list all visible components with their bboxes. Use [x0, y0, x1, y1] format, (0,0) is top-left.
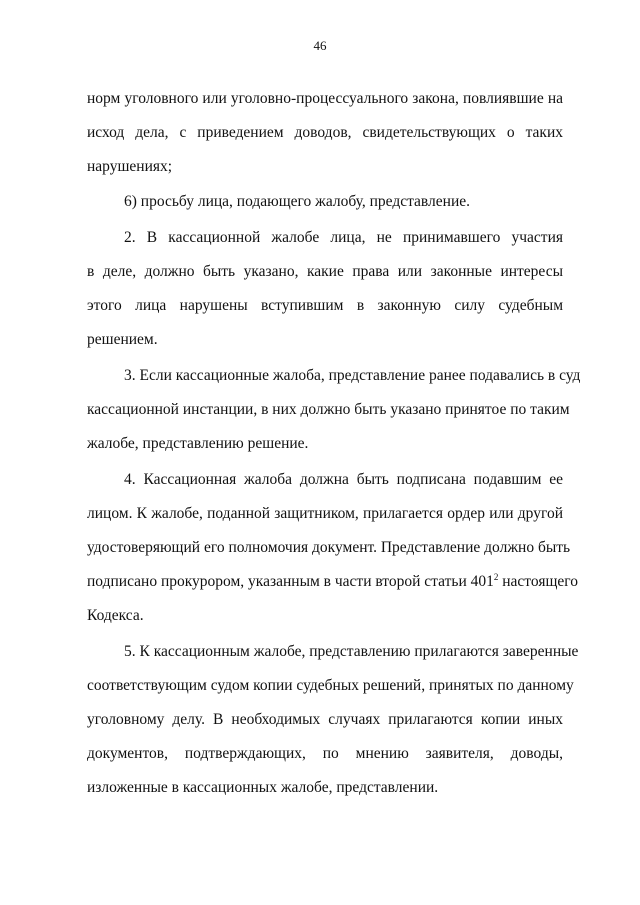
text-line: 5. К кассационным жалобе, представлению прилагаются заверенные [124, 643, 579, 660]
text-line: решением. [87, 331, 158, 348]
text-line [87, 572, 578, 592]
text-line: уголовному делу. В необходимых случаях прилагаются копии иных [87, 711, 563, 728]
text-line: норм уголовного или уголовно-процессуального закона, повлиявшие на [87, 90, 563, 107]
text-line: исход дела, с приведением доводов, свидетельствующих о таких [87, 124, 563, 141]
text-line: 6) просьбу лица, подающего жалобу, представление. [124, 193, 471, 210]
text-run: подписано прокурором, указанным в части второй статьи 401 [87, 573, 494, 590]
text-line: лицом. К жалобе, поданной защитником, прилагается ордер или другой [87, 505, 563, 522]
text-run: настоящего [498, 573, 578, 590]
text-line: Кодекса. [87, 607, 144, 624]
text-line: документов, подтверждающих, по мнению заявителя, доводы, [87, 745, 563, 762]
page-number: 46 [313, 38, 327, 53]
text-line: в деле, должно быть указано, какие права или законные интересы [87, 263, 563, 280]
text-line: 4. Кассационная жалоба должна быть подписана подавшим ее [124, 471, 563, 488]
text-line: изложенные в кассационных жалобе, представлении. [87, 779, 439, 796]
text-line: удостоверяющий его полномочия документ. Представление должно быть [87, 539, 571, 556]
text-line: 2. В кассационной жалобе лица, не принимавшего участия [124, 229, 563, 246]
text-line: соответствующим судом копии судебных решений, принятых по данному [87, 677, 574, 694]
text-line: этого лица нарушены вступившим в законную силу судебным [87, 297, 563, 314]
text-line: жалобе, представлению решение. [87, 435, 309, 452]
text-line: 3. Если кассационные жалоба, представление ранее подавались в суд [124, 367, 581, 384]
text-line: кассационной инстанции, в них должно быть указано принятое по таким [87, 401, 570, 418]
text-line: нарушениях; [87, 158, 173, 175]
superscript: 2 [493, 572, 499, 582]
